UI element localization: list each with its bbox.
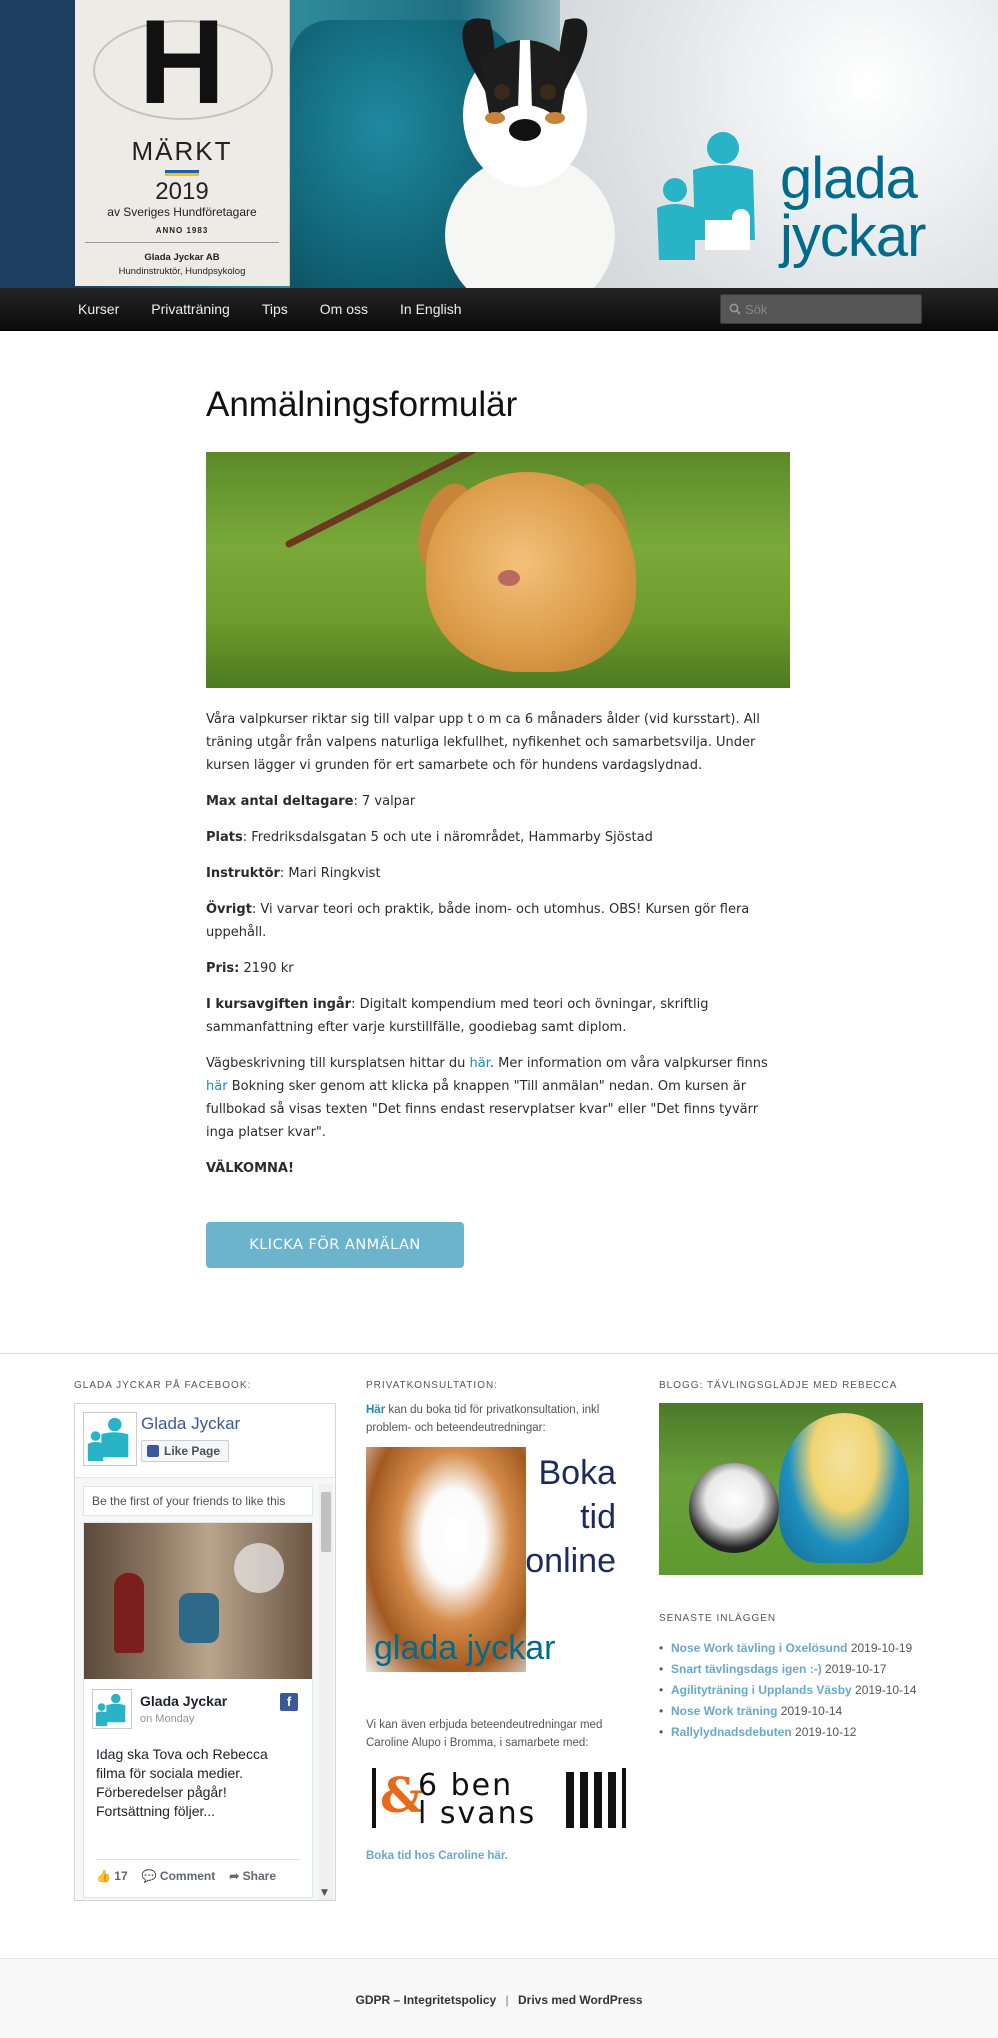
- fb-header: [75, 1404, 335, 1478]
- logo-text: [780, 146, 926, 269]
- logo-bar-left: [372, 1768, 376, 1828]
- glada-jyckar-avatar-icon: [92, 1689, 132, 1729]
- post-link[interactable]: Nose Work tävling i Oxelösund: [671, 1641, 848, 1655]
- nav-item-in-english[interactable]: In English: [400, 301, 462, 317]
- fb-scrollbar[interactable]: [319, 1484, 333, 1900]
- glada-jyckar-avatar-icon[interactable]: [83, 1412, 137, 1466]
- fb-friends-text: Be the first of your friends to like this: [83, 1486, 313, 1516]
- ovrigt-label: Övrigt: [206, 902, 252, 917]
- logo-bar-right: [622, 1768, 626, 1828]
- private-collab-text: Vi kan även erbjuda beteendeutredningar med Caroline Alupo i Bromma, i samarbete med:: [366, 1719, 603, 1749]
- book-line-3: online: [525, 1542, 616, 1580]
- fb-post-actions: [96, 1869, 276, 1883]
- h-mark-divider: [85, 242, 279, 243]
- instr-label: Instruktör: [206, 866, 280, 881]
- banner-brand: glada jyckar: [374, 1629, 556, 1667]
- footer-links: [0, 1993, 998, 2007]
- facebook-page-plugin[interactable]: [74, 1403, 336, 1901]
- pris-value: 2190 kr: [239, 961, 294, 976]
- logo-line-2: jyckar: [780, 204, 926, 269]
- instr-value: : Mari Ringkvist: [279, 866, 381, 881]
- main-content: [206, 380, 790, 1268]
- recent-posts-title: SENASTE INLÄGGEN: [659, 1613, 777, 1624]
- fb-like-button[interactable]: [141, 1440, 229, 1462]
- intro-text: Våra valpkurser riktar sig till valpar upp t o m ca 6 månaders ålder (vid kursstart). All träning utgår från valpens naturliga lekfullhet, nyfikenhet och samarbetsvilja. Under kursen lägger vi grunden för ert samarbete och för hundens vardagslydnad.: [206, 712, 760, 773]
- puppy-nose: [498, 570, 520, 586]
- footer-separator: |: [505, 1993, 509, 2007]
- plats-value: : Fredriksdalsgatan 5 och ute i närområdet, Hammarby Sjöstad: [242, 830, 653, 845]
- person-figure: [114, 1573, 144, 1653]
- h-mark-badge: [75, 0, 290, 286]
- ovrigt-value: : Vi varvar teori och praktik, både inom- och utomhus. OBS! Kursen gör flera uppehåll.: [206, 902, 750, 940]
- ingar-value: : Digitalt kompendium med teori och övningar, skriftlig sammanfattning efter varje kurstillfälle, goodiebag samt diplom.: [206, 997, 709, 1035]
- max-participants: [206, 790, 790, 813]
- puppy-photo: [420, 0, 640, 288]
- instructor: [206, 862, 790, 885]
- max-value: : 7 valpar: [353, 794, 416, 809]
- h-mark-by: av Sveriges Hundföretagare: [107, 205, 257, 219]
- caroline-booking-link[interactable]: Boka tid hos Caroline här.: [366, 1850, 508, 1862]
- person-figure-2: [179, 1593, 219, 1643]
- fb-like-label: Like Page: [164, 1444, 221, 1458]
- header-banner[interactable]: [0, 0, 998, 288]
- dog-figure: [689, 1463, 779, 1553]
- gdpr-link[interactable]: GDPR – Integritetspolicy: [355, 1993, 497, 2007]
- search-box[interactable]: [720, 294, 922, 324]
- welcome-text: VÄLKOMNA!: [206, 1161, 294, 1176]
- facebook-widget: [74, 1380, 336, 1901]
- register-button[interactable]: KLICKA FÖR ANMÄLAN: [206, 1222, 464, 1268]
- facebook-icon[interactable]: f: [280, 1693, 298, 1711]
- recent-posts-list: [659, 1638, 923, 1743]
- logo-wordmark: 6 ben l svans: [418, 1768, 537, 1831]
- nav-item-privattraning[interactable]: Privatträning: [151, 301, 230, 317]
- course-description: [206, 708, 790, 1180]
- post-date: 2019-10-17: [821, 1662, 887, 1676]
- other-info: [206, 898, 790, 944]
- share-icon: ➦: [229, 1869, 243, 1883]
- directions-text-2: . Mer information om våra valpkurser finns: [489, 1056, 768, 1071]
- post-date: 2019-10-14: [851, 1683, 917, 1697]
- page-title: Anmälningsformulär: [206, 385, 518, 424]
- directions-link[interactable]: här: [469, 1056, 490, 1071]
- fb-like-action[interactable]: [96, 1869, 128, 1883]
- pris-label: Pris:: [206, 961, 240, 976]
- fb-post-author[interactable]: Glada Jyckar: [140, 1693, 228, 1709]
- private-consultation-widget: [366, 1380, 628, 1862]
- fb-post-photo[interactable]: [84, 1523, 312, 1679]
- post-date: 2019-10-14: [777, 1704, 843, 1718]
- private-intro-text: kan du boka tid för privatkonsultation, inkl problem- och beteendeutredningar:: [366, 1404, 600, 1434]
- sex-ben-logo[interactable]: [366, 1764, 628, 1836]
- list-item: [659, 1638, 923, 1659]
- private-widget-title: PRIVATKONSULTATION:: [366, 1380, 498, 1391]
- private-intro: [366, 1401, 628, 1437]
- logo-figures-icon: [655, 130, 775, 280]
- h-mark-marked: MÄRKT: [131, 136, 233, 166]
- fb-comment-action[interactable]: [142, 1869, 216, 1883]
- nav-item-om-oss[interactable]: Om oss: [319, 301, 368, 317]
- book-line-2: tid: [580, 1498, 616, 1536]
- fb-like-count: 17: [114, 1869, 128, 1883]
- wordpress-link[interactable]: Drivs med WordPress: [518, 1993, 643, 2007]
- fb-share-action[interactable]: [229, 1869, 276, 1883]
- main-nav: [0, 288, 998, 331]
- max-label: Max antal deltagare: [206, 794, 354, 809]
- site-footer: [0, 1958, 998, 2038]
- fb-comment-label: Comment: [159, 1869, 216, 1883]
- blog-widget: [659, 1380, 923, 1743]
- book-online-banner[interactable]: [366, 1447, 628, 1672]
- glada-jyckar-logo[interactable]: [655, 130, 985, 280]
- book-online-text: [525, 1451, 616, 1583]
- h-mark-tagline: Hundinstruktör, Hundpsykolog: [118, 266, 246, 277]
- swedish-flag-icon: [165, 170, 199, 176]
- legs-icon: [566, 1772, 622, 1828]
- list-item: [659, 1659, 923, 1680]
- fb-post-time[interactable]: on Monday: [140, 1713, 195, 1725]
- nav-menu: [62, 288, 477, 331]
- more-info-link[interactable]: här: [206, 1079, 228, 1094]
- list-item: [659, 1680, 923, 1701]
- fb-post[interactable]: [83, 1522, 313, 1898]
- fb-scroll-thumb[interactable]: [321, 1492, 331, 1552]
- included: [206, 993, 790, 1039]
- directions: [206, 1052, 790, 1144]
- person-figure: [779, 1413, 909, 1563]
- nav-item-kurser[interactable]: Kurser: [78, 301, 120, 317]
- ingar-label: I kursavgiften ingår: [206, 997, 352, 1012]
- puppy-hero-photo: [206, 452, 790, 688]
- post-link[interactable]: Rallylydnadsdebuten: [671, 1725, 792, 1739]
- welcome: [206, 1157, 790, 1180]
- facebook-widget-title: GLADA JYCKAR PÅ FACEBOOK:: [74, 1380, 252, 1391]
- post-link[interactable]: Snart tävlingsdags igen :-): [671, 1662, 822, 1676]
- location: [206, 826, 790, 849]
- post-link[interactable]: Agilityträning i Upplands Väsby: [671, 1683, 852, 1697]
- blog-widget-title: BLOGG: TÄVLINGSGLÄDJE MED REBECCA: [659, 1380, 898, 1391]
- nav-item-tips[interactable]: Tips: [261, 301, 288, 317]
- search-input[interactable]: [745, 299, 915, 319]
- h-mark-letter: H: [138, 0, 226, 129]
- post-date: 2019-10-19: [847, 1641, 913, 1655]
- comment-icon: 💬: [141, 1869, 160, 1883]
- post-link[interactable]: Nose Work träning: [671, 1704, 778, 1718]
- fb-share-label: Share: [242, 1869, 277, 1883]
- directions-text-3: Bokning sker genom att klicka på knappen "Till anmälan" nedan. Om kursen är fullbokad så visas texten "Det finns endast reservplatser kvar" eller "Det finns tyvärr inga platser kvar".: [206, 1079, 759, 1140]
- thumbs-up-icon: 👍: [96, 1869, 115, 1883]
- puppy-body: [426, 472, 636, 672]
- scroll-down-arrow-icon[interactable]: ▼: [321, 1888, 328, 1898]
- h-mark-company: Glada Jyckar AB: [144, 252, 220, 263]
- blog-photo[interactable]: [659, 1403, 923, 1575]
- fb-post-text: Idag ska Tova och Rebecca filma för sociala medier. Förberedelser pågår! Fortsättning följer...: [96, 1746, 268, 1819]
- fb-actions-divider: [96, 1859, 300, 1860]
- fb-page-name[interactable]: Glada Jyckar: [141, 1414, 241, 1433]
- list-item: [659, 1701, 923, 1722]
- directions-text-1: Vägbeskrivning till kursplatsen hittar du: [206, 1056, 470, 1071]
- plats-label: Plats: [206, 830, 243, 845]
- private-booking-link[interactable]: Här: [366, 1404, 386, 1416]
- lamp-figure: [234, 1543, 284, 1593]
- post-date: 2019-10-12: [791, 1725, 857, 1739]
- h-mark-anno: ANNO 1983: [155, 226, 209, 235]
- facebook-f-icon: [147, 1445, 159, 1457]
- price: [206, 957, 790, 980]
- logo-line-1: glada: [780, 146, 917, 211]
- logo-ampersand: &: [380, 1768, 424, 1824]
- search-icon: [729, 303, 741, 315]
- list-item: [659, 1722, 923, 1743]
- widgets-divider: [0, 1353, 998, 1354]
- h-mark-year: 2019: [155, 178, 209, 205]
- book-line-1: Boka: [538, 1454, 616, 1492]
